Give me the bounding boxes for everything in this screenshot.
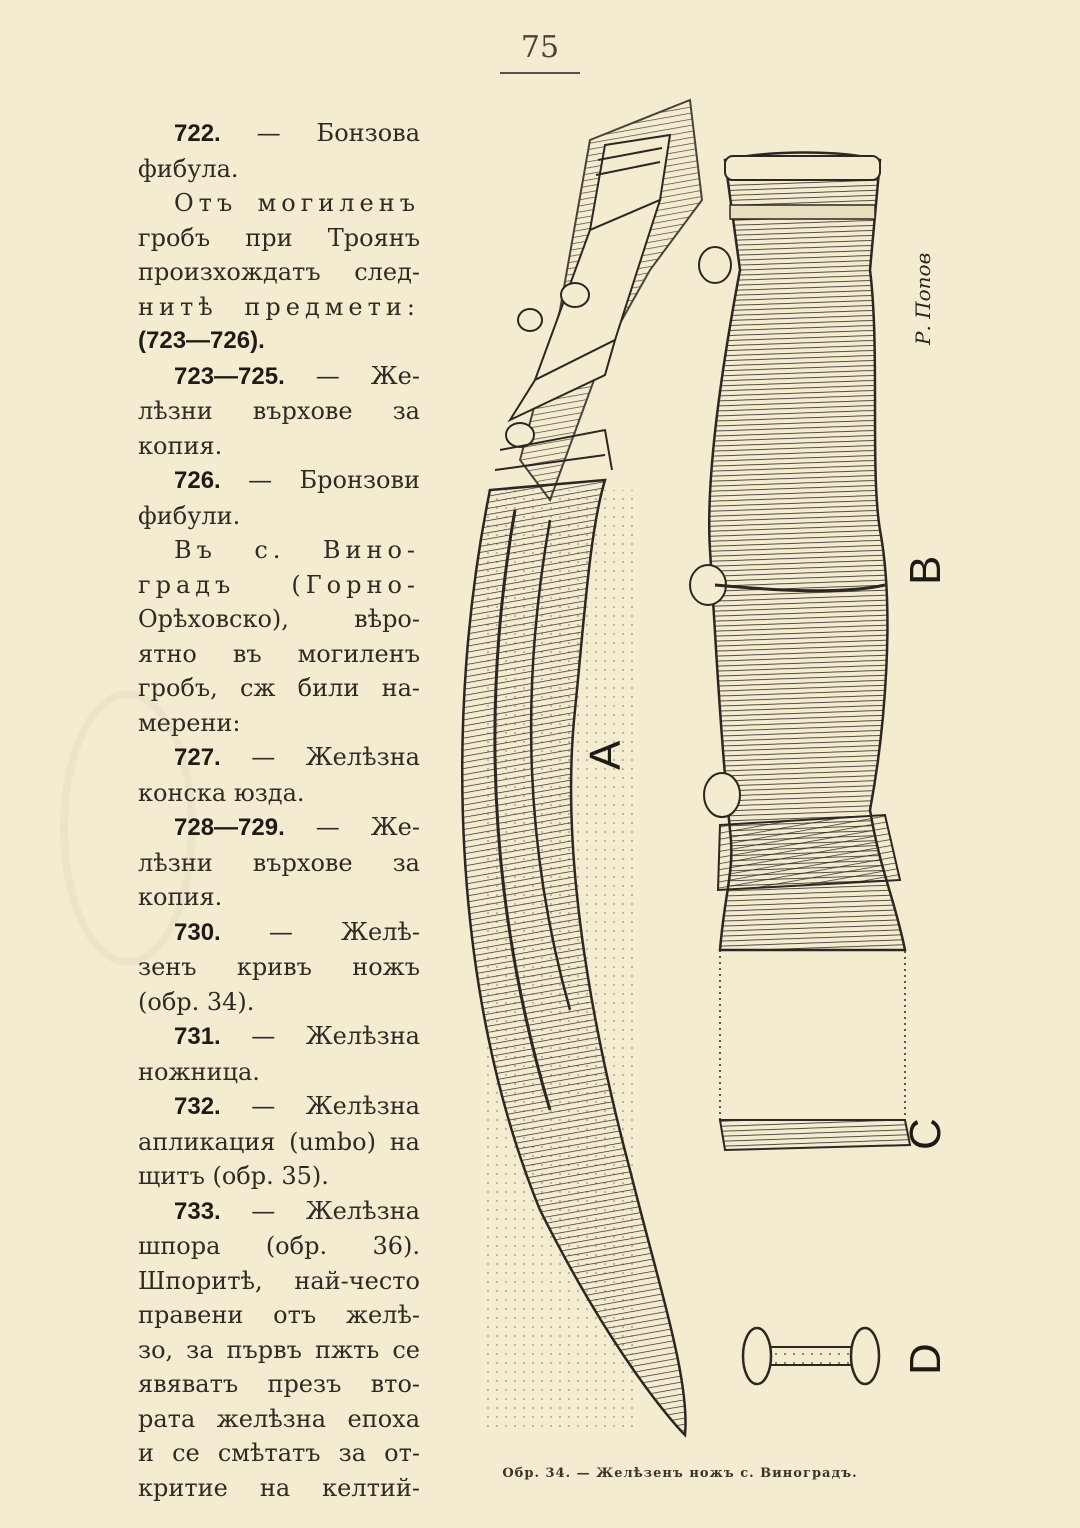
paragraph-line: фибули. <box>138 501 241 530</box>
paragraph-line: 732. — Желѣзна <box>174 1092 420 1120</box>
entry-731-number: 731. <box>174 1023 221 1050</box>
entry-722-number: 722. <box>174 120 221 147</box>
knife-figure <box>440 90 960 1460</box>
paragraph-line: 726. — Бронзови <box>174 466 420 494</box>
paragraph-line: фибула. <box>138 154 239 183</box>
paragraph-line: мерени: <box>138 708 241 737</box>
paragraph-line: ножница. <box>138 1057 260 1086</box>
entry-733-number: 733. <box>174 1197 221 1225</box>
entry-732-number: 732. <box>174 1093 221 1120</box>
paragraph-line: градъ (Горно- <box>138 570 420 599</box>
paragraph-line: (обр. 34). <box>138 987 255 1016</box>
page-number-rule <box>500 72 580 74</box>
text-column <box>138 116 420 1505</box>
label-c: C <box>901 1118 950 1150</box>
paragraph-line: шпора (обр. 36). <box>138 1232 420 1260</box>
label-b: B <box>901 555 950 585</box>
paragraph-line: 731. — Желѣзна <box>174 1022 420 1050</box>
paragraph-line: произхождатъ след- <box>138 258 420 286</box>
rivet-d <box>743 1328 879 1384</box>
paragraph-line: гробъ, сж били на- <box>138 674 420 702</box>
paragraph-line: Въ с. Вино- <box>174 536 420 564</box>
paragraph-line: ятно въ могиленъ <box>138 639 420 668</box>
ferrule-c <box>720 950 910 1150</box>
artist-signature: Р. Попов <box>911 252 935 345</box>
paragraph-line: зенъ кривъ ножъ <box>138 953 420 981</box>
paragraph-line: 733. — Желѣзна <box>174 1196 420 1225</box>
paragraph-line: лѣзни върхове за <box>138 397 420 425</box>
paragraph-line: 727. — Желѣзна <box>174 743 420 771</box>
paragraph-line: зо, за първъ пжть се <box>138 1335 420 1364</box>
paragraph-line: рата желѣзна епоха <box>138 1404 420 1433</box>
paragraph-line: Орѣховско), вѣро- <box>138 605 420 633</box>
entry-728-number: 728—729. <box>174 814 285 841</box>
paragraph-line: (723—726). <box>138 327 265 354</box>
paragraph-line: 730. — Желѣ- <box>174 917 420 946</box>
figure-caption: Обр. 34. — Желѣзенъ ножъ с. Виноградъ. <box>502 1466 858 1481</box>
label-d: D <box>901 1343 950 1375</box>
paragraph-line: копия. <box>138 431 223 460</box>
paragraph-line: гробъ при Троянъ <box>138 223 420 252</box>
entry-723-number: 723—725. <box>174 362 285 390</box>
entry-730-number: 730. <box>174 918 221 946</box>
paragraph-line: копия. <box>138 883 223 911</box>
label-a: A <box>581 740 630 770</box>
paragraph-line: конска юзда. <box>138 778 305 807</box>
paragraph-line: явяватъ презъ вто- <box>138 1370 420 1398</box>
paragraph-line: 722. — Бонзова <box>174 119 420 147</box>
knife-illustration <box>440 90 960 1460</box>
entry-726-number: 726. <box>174 467 221 494</box>
paragraph-line: Отъ могиленъ <box>174 189 420 217</box>
paragraph-line: Шпоритѣ, най-често <box>138 1266 420 1295</box>
paragraph-line: 728—729. — Же- <box>174 813 420 841</box>
page-number: 75 <box>520 30 560 65</box>
paragraph-line: апликация (umbo) на <box>138 1127 420 1156</box>
paragraph-line: нитѣ предмети: <box>138 292 420 321</box>
paragraph-line: правени отъ желѣ- <box>138 1301 420 1329</box>
paragraph-line: критие на келтий- <box>138 1473 420 1502</box>
paragraph-line: 723—725. — Же- <box>174 361 420 390</box>
paragraph-line: и се смѣтатъ за от- <box>138 1439 420 1467</box>
paragraph-line: лѣзни върхове за <box>138 848 420 877</box>
entry-727-number: 727. <box>174 744 221 771</box>
paragraph-line: щитъ (обр. 35). <box>138 1162 329 1190</box>
scabbard-b <box>690 153 905 951</box>
